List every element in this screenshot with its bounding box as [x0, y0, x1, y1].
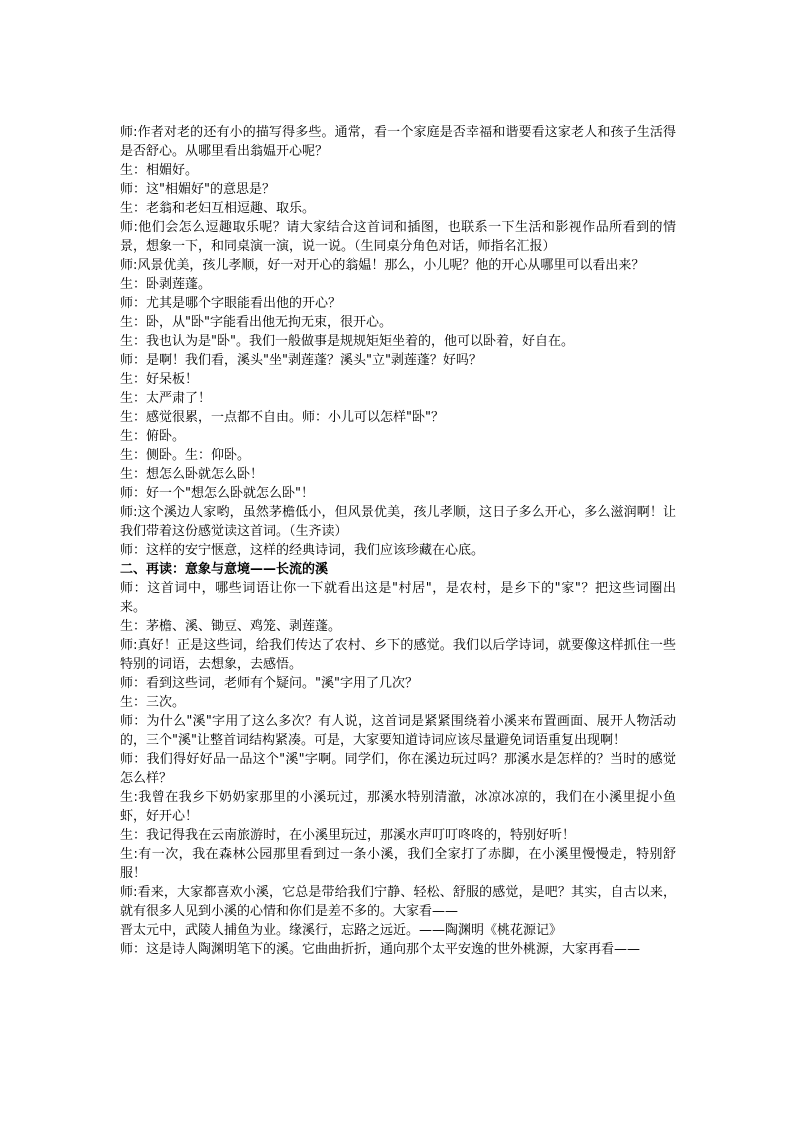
- paragraph: 生：卧剥莲蓬。: [120, 277, 212, 292]
- paragraph: 生:有一次，我在森林公园那里看到过一条小溪，我们全家打了赤脚，在小溪里慢慢走，特别舒服！: [120, 847, 676, 881]
- paragraph: 生：三次。: [120, 695, 186, 710]
- paragraph: 师：这样的安宁惬意，这样的经典诗词，我们应该珍藏在心底。: [120, 543, 485, 558]
- paragraph: 生:我曾在我乡下奶奶家那里的小溪玩过，那溪水特别清澈，冰凉冰凉的，我们在小溪里捉小鱼虾，好开心！: [120, 790, 676, 824]
- paragraph: 师:看来，大家都喜欢小溪，它总是带给我们宁静、轻松、舒服的感觉，是吧？其实，自古以来，就有很多人见到小溪的心情和你们是差不多的。大家看——: [120, 885, 676, 919]
- paragraph: 生：老翁和老妇互相逗趣、取乐。: [120, 201, 316, 216]
- paragraph: 生：想怎么卧就怎么卧！: [120, 467, 264, 482]
- paragraph: 生：好呆板！: [120, 372, 199, 387]
- paragraph: 师：这首词中，哪些词语让你一下就看出这是"村居"，是农村，是乡下的"家"？把这些词圈出来。: [120, 581, 676, 615]
- paragraph: 师:作者对老的还有小的描写得多些。通常，看一个家庭是否幸福和谐要看这家老人和孩子生活得是否舒心。从哪里看出翁媪开心呢？: [120, 125, 676, 159]
- paragraph: 生：茅檐、溪、锄豆、鸡笼、剥莲蓬。: [120, 619, 342, 634]
- paragraph: 师：我们得好好品一品这个"溪"字啊。同学们，你在溪边玩过吗？那溪水是怎样的？当时的感觉怎么样？: [120, 752, 676, 786]
- paragraph: 生：感觉很累，一点都不自由。师：小儿可以怎样"卧"？: [120, 410, 444, 425]
- paragraph: 生：我也认为是"卧"。我们一般做事是规规矩矩坐着的，他可以卧着，好自在。: [120, 334, 574, 349]
- paragraph: 师：这"相媚好"的意思是？: [120, 182, 275, 197]
- paragraph: 生：太严肃了！: [120, 391, 212, 406]
- document-page: [120, 123, 676, 959]
- paragraph: 师:这个溪边人家哟，虽然茅檐低小，但风景优美，孩儿孝顺，这日子多么开心，多么滋润啊！让我们带着这份感觉读这首词。（生齐读）: [120, 505, 676, 539]
- paragraph: 生：卧，从"卧"字能看出他无拘无束，很开心。: [120, 315, 392, 330]
- section-heading: 二、再读：意象与意境——长流的溪: [120, 562, 329, 577]
- quote-paragraph: 晋太元中，武陵人捕鱼为业。缘溪行，忘路之远近。——陶渊明《桃花源记》: [120, 923, 563, 938]
- paragraph: 师:真好！正是这些词，给我们传达了农村、乡下的感觉。我们以后学诗词，就要像这样抓住一些特别的词语，去想象，去感悟。: [120, 638, 676, 672]
- paragraph: 师：为什么"溪"字用了这么多次？有人说，这首词是紧紧围绕着小溪来布置画面、展开人物活动的，三个"溪"让整首词结构紧凑。可是，大家要知道诗词应该尽量避免词语重复出现啊！: [120, 714, 676, 748]
- paragraph: 生：侧卧。生：仰卧。: [120, 448, 251, 463]
- paragraph: 师:风景优美，孩儿孝顺，好一对开心的翁媪！那么，小儿呢？他的开心从哪里可以看出来？: [120, 258, 645, 273]
- paragraph: 师：是啊！我们看，溪头"坐"剥莲蓬？溪头"立"剥莲蓬？好吗？: [120, 353, 482, 368]
- paragraph: 师：这是诗人陶渊明笔下的溪。它曲曲折折，通向那个太平安逸的世外桃源，大家再看——: [120, 942, 641, 957]
- paragraph: 生：相媚好。: [120, 163, 199, 178]
- paragraph: 生：我记得我在云南旅游时，在小溪里玩过，那溪水声叮叮咚咚的，特别好听！: [120, 828, 576, 843]
- paragraph: 生：俯卧。: [120, 429, 186, 444]
- paragraph: 师：好一个"想怎么卧就怎么卧"！: [120, 486, 314, 501]
- paragraph: 师：看到这些词，老师有个疑问。"溪"字用了几次？: [120, 676, 418, 691]
- paragraph: 师：尤其是哪个字眼能看出他的开心？: [120, 296, 342, 311]
- paragraph: 师:他们会怎么逗趣取乐呢？请大家结合这首词和插图，也联系一下生活和影视作品所看到的情景，想象一下，和同桌演一演，说一说。（生同桌分角色对话，师指名汇报）: [120, 220, 676, 254]
